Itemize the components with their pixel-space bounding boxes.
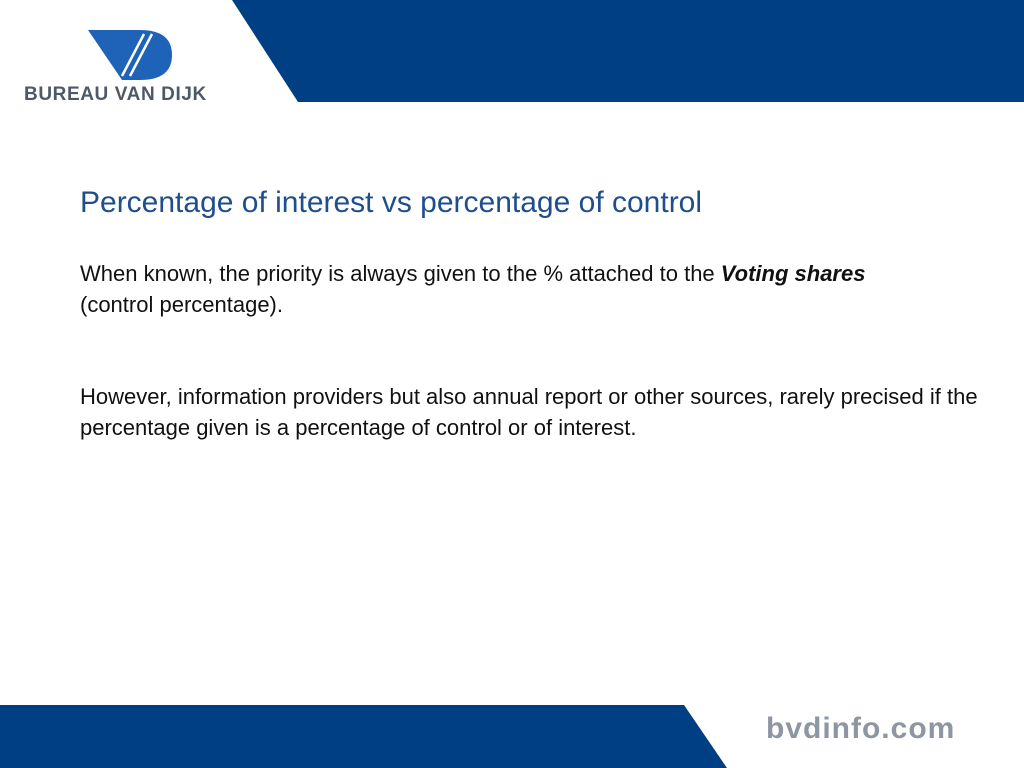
paragraph-information-providers: However, information providers but also annual report or other sources, rarely precised if the percentage given is a percentage of control or of interest. (80, 384, 978, 440)
voting-shares-emphasis: Voting shares (720, 261, 866, 286)
paragraph-text-before: When known, the priority is always given to the % attached to the (80, 261, 721, 286)
paragraph-voting-shares (80, 258, 940, 320)
slide-title: Percentage of interest vs percentage of control (80, 186, 703, 219)
footer-website: bvdinfo.com (766, 712, 956, 745)
bureau-van-dijk-logo-icon (88, 28, 172, 82)
brand-logo (22, 28, 237, 108)
brand-name: BUREAU VAN DIJK (24, 84, 207, 105)
paragraph-text-after: (control percentage). (80, 292, 283, 317)
